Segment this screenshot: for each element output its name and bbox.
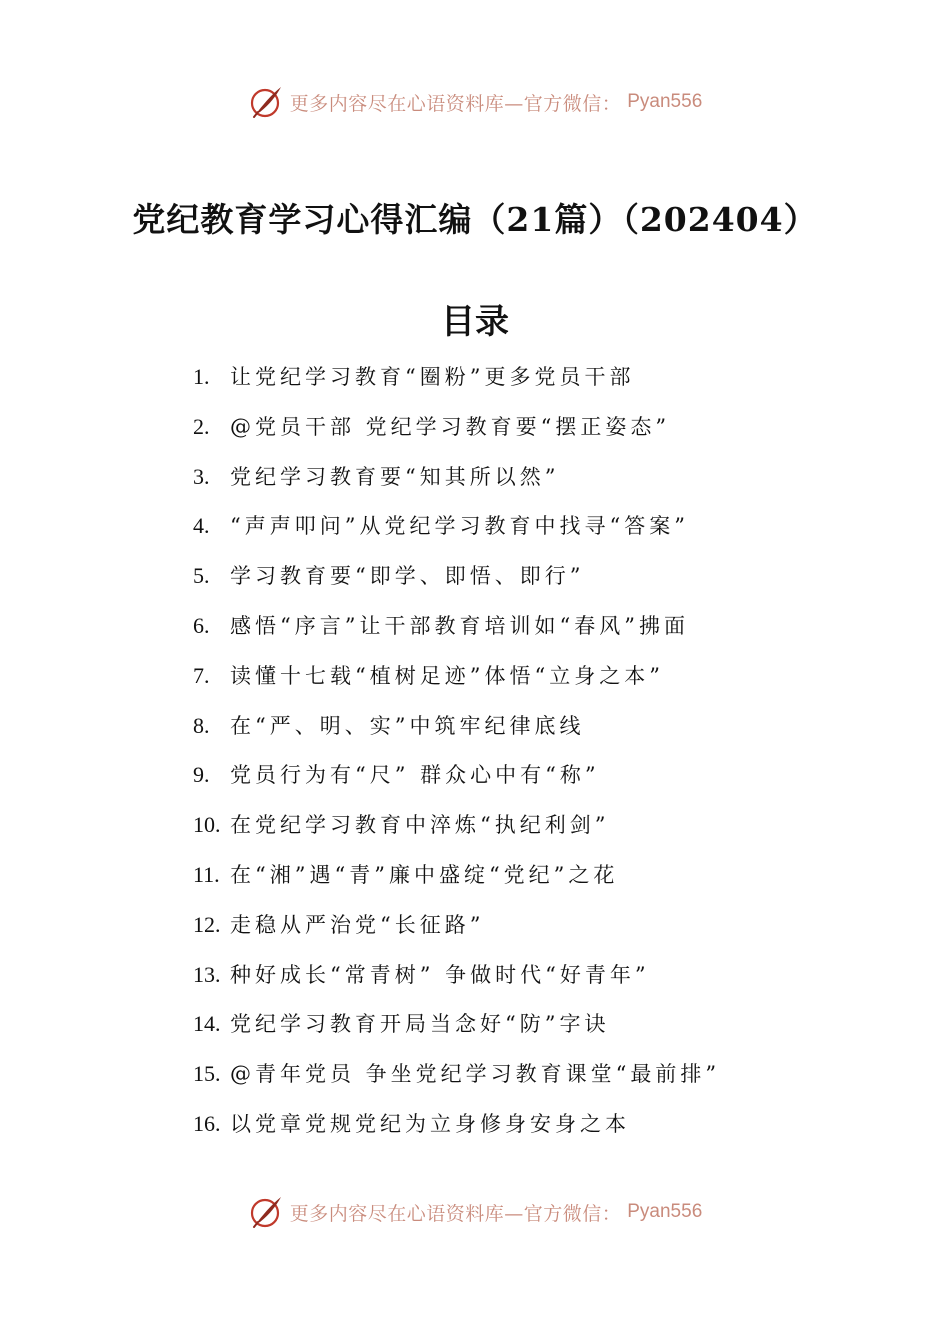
toc-item-number: 7.	[193, 662, 210, 688]
toc-item-number: 12.	[193, 911, 221, 937]
toc-item-title: 走稳从严治党“长征路”	[230, 912, 485, 937]
quill-pen-logo-icon	[248, 84, 284, 120]
watermark-wechat-id: Pyan556	[627, 91, 703, 112]
toc-item[interactable]	[193, 452, 853, 502]
toc-item-number: 5.	[193, 563, 210, 589]
toc-item-title: 党纪学习教育开局当念好“防”字诀	[230, 1012, 610, 1037]
toc-item-title: 学习教育要“即学、即悟、即行”	[230, 564, 585, 589]
toc-item-title: 以党章党规党纪为立身修身安身之本	[230, 1111, 630, 1136]
toc-item-number: 2.	[193, 413, 210, 439]
toc-item[interactable]	[193, 750, 853, 800]
toc-item[interactable]	[193, 402, 853, 452]
toc-item-number: 14.	[193, 1011, 221, 1037]
toc-item-title: 党纪学习教育要“知其所以然”	[230, 464, 560, 489]
toc-item-title: @党员干部 党纪学习教育要“摆正姿态”	[230, 414, 671, 439]
quill-pen-logo-icon	[248, 1194, 284, 1230]
toc-item-title: “声声叩问”从党纪学习教育中找寻“答案”	[230, 514, 689, 539]
watermark-text: 更多内容尽在心语资料库—官方微信：	[289, 1202, 622, 1225]
toc-item[interactable]	[193, 601, 853, 651]
toc-item-number: 3.	[193, 463, 210, 489]
toc-item-number: 8.	[193, 712, 210, 738]
toc-item[interactable]	[193, 1049, 853, 1099]
toc-item-number: 9.	[193, 762, 210, 788]
watermark-text: 更多内容尽在心语资料库—官方微信：	[289, 92, 622, 115]
toc-item-title: 感悟“序言”让干部教育培训如“春风”拂面	[230, 613, 689, 638]
watermark-wechat-id: Pyan556	[627, 1201, 703, 1222]
toc-item[interactable]	[193, 850, 853, 900]
toc-item-title: 让党纪学习教育“圈粉”更多党员干部	[230, 365, 635, 389]
toc-item[interactable]	[193, 950, 853, 1000]
toc-item[interactable]	[193, 1099, 853, 1149]
toc-item[interactable]	[193, 999, 853, 1049]
toc-item-title: 种好成长“常青树” 争做时代“好青年”	[230, 962, 650, 987]
toc-item[interactable]	[193, 651, 853, 701]
toc-item-number: 4.	[193, 513, 210, 539]
toc-item-title: 在“严、明、实”中筑牢纪律底线	[230, 713, 585, 738]
toc-item-number: 16.	[193, 1110, 221, 1136]
toc-item-number: 15.	[193, 1061, 221, 1087]
toc-item-title: 党员行为有“尺” 群众心中有“称”	[230, 763, 600, 788]
toc-item-number: 11.	[193, 861, 220, 887]
toc-item-number: 10.	[193, 812, 221, 838]
toc-item[interactable]	[193, 800, 853, 850]
document-title: 党纪教育学习心得汇编（21篇）（202404）	[132, 200, 818, 239]
footer-watermark	[0, 1192, 950, 1232]
toc-item-title: 在党纪学习教育中淬炼“执纪利剑”	[230, 813, 610, 838]
toc-item[interactable]	[193, 551, 853, 601]
toc-item[interactable]	[193, 900, 853, 950]
toc-item-title: 读懂十七载“植树足迹”体悟“立身之本”	[230, 663, 664, 688]
toc-item-title: 在“湘”遇“青”廉中盛绽“党纪”之花	[230, 862, 619, 887]
toc-item[interactable]	[193, 701, 853, 751]
table-of-contents	[193, 352, 853, 1149]
header-watermark	[0, 82, 950, 122]
toc-heading: 目录	[441, 302, 509, 342]
toc-item-number: 13.	[193, 961, 221, 987]
toc-item[interactable]	[193, 501, 853, 551]
toc-item[interactable]	[193, 352, 853, 402]
toc-item-title: @青年党员 争坐党纪学习教育课堂“最前排”	[230, 1062, 721, 1087]
toc-item-number: 6.	[193, 612, 210, 638]
toc-item-number: 1.	[193, 364, 210, 389]
